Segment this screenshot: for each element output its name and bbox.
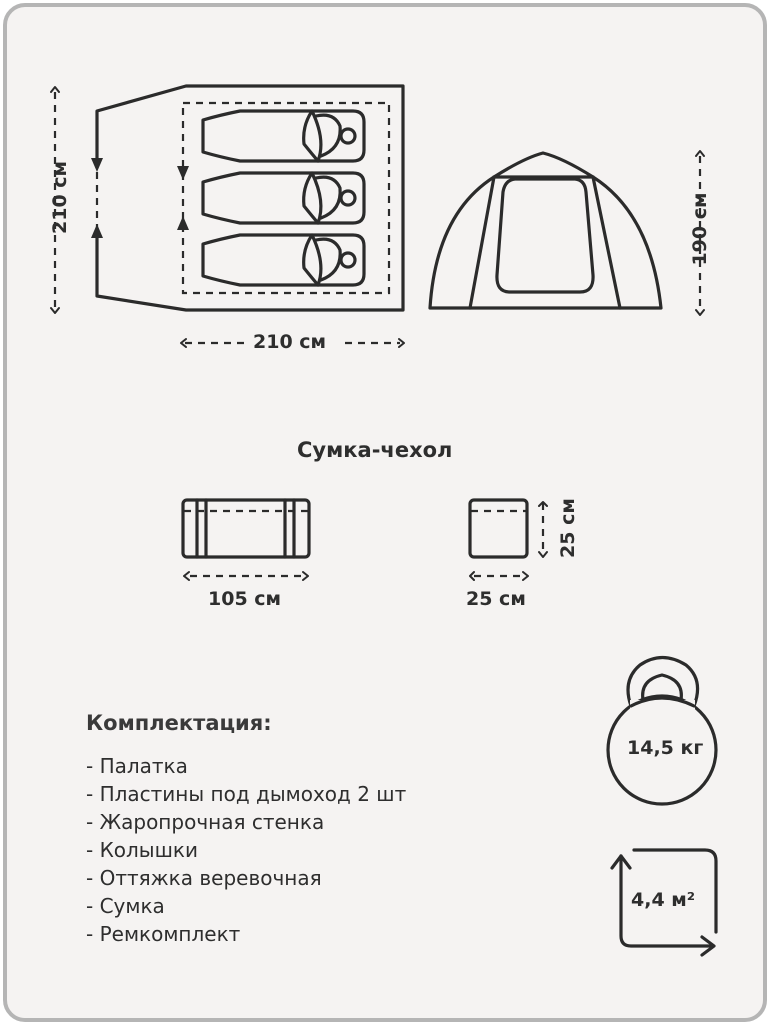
floor-depth-label: 210 см bbox=[49, 160, 71, 234]
floor-width-label: 210 см bbox=[253, 331, 327, 353]
kit-item: - Ремкомплект bbox=[86, 922, 241, 946]
bag-width-label: 25 см bbox=[466, 588, 526, 610]
kit-item: - Пластины под дымоход 2 шт bbox=[86, 782, 407, 806]
area-label: 4,4 м² bbox=[631, 889, 696, 911]
kit-item: - Палатка bbox=[86, 754, 188, 778]
tent-height-label: 190 см bbox=[689, 192, 711, 266]
kit-item: - Жаропрочная стенка bbox=[86, 810, 325, 834]
bag-height-label: 25 см bbox=[557, 498, 579, 558]
bag-length-label: 105 см bbox=[208, 588, 282, 610]
bag-section-title: Сумка-чехол bbox=[297, 438, 453, 462]
kit-item: - Сумка bbox=[86, 894, 165, 918]
weight-label: 14,5 кг bbox=[627, 737, 704, 759]
kit-section-title: Комплектация: bbox=[86, 711, 272, 735]
kit-item: - Оттяжка веревочная bbox=[86, 866, 322, 890]
kit-item: - Колышки bbox=[86, 838, 198, 862]
